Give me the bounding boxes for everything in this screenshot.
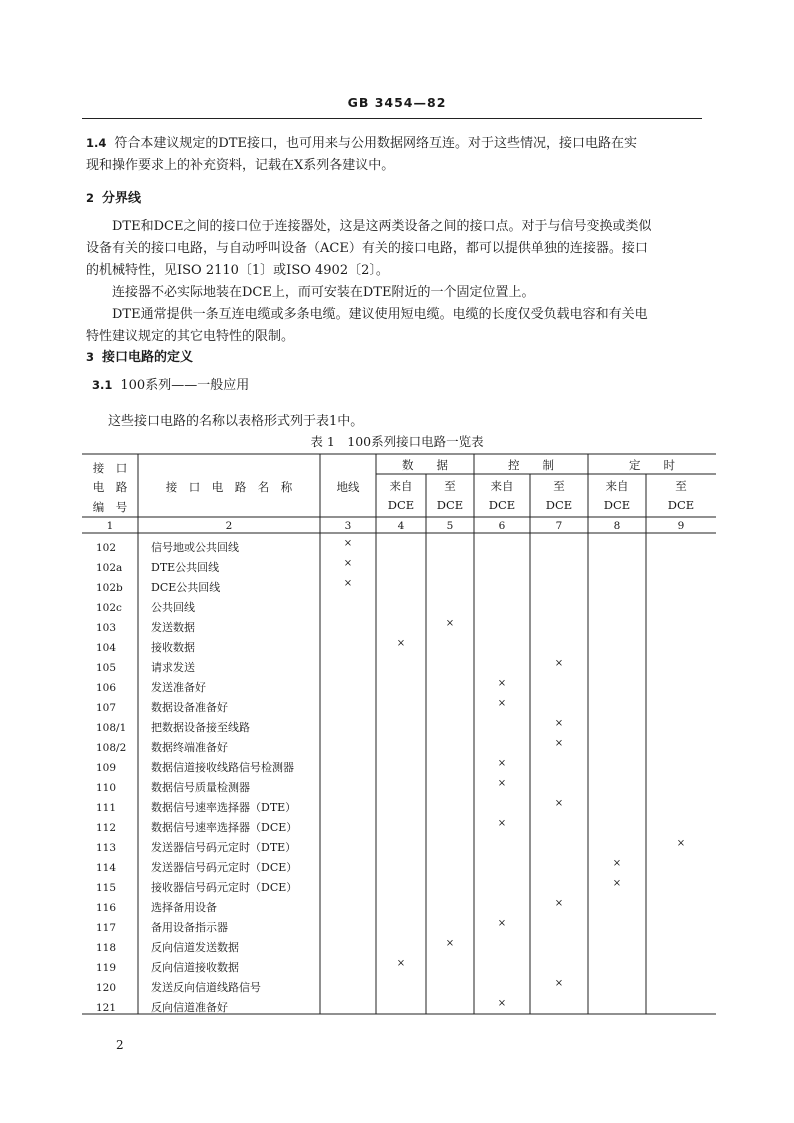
section-2-p3-line2: 特性建议规定的其它电特性的限制。	[86, 329, 295, 344]
column-number-row	[107, 520, 685, 532]
table-row	[96, 898, 563, 914]
check-mark: ×	[497, 818, 507, 829]
circuit-code: 102b	[96, 582, 123, 594]
col1-header-line1: 接 口	[92, 461, 128, 475]
page-number: 2	[116, 1038, 124, 1052]
circuit-code: 106	[96, 682, 117, 694]
table-row	[96, 838, 685, 854]
circuit-name: 请求发送	[151, 661, 195, 674]
check-mark: ×	[554, 978, 564, 989]
section-2-p1-line2: 设备有关的接口电路，与自动呼叫设备（ACE）有关的接口电路，都可以提供单独的连接器。接口	[86, 241, 648, 256]
table-row	[96, 958, 405, 974]
circuit-code: 118	[96, 942, 117, 954]
table-row	[96, 778, 506, 794]
column-number: 3	[344, 520, 352, 532]
circuit-code: 111	[96, 802, 117, 814]
table-caption: 表 1 100系列接口电路一览表	[310, 434, 484, 449]
check-mark: ×	[343, 538, 353, 549]
column-number: 2	[225, 520, 233, 532]
table-row	[96, 938, 454, 954]
section-3-1-number: 3.1	[92, 378, 113, 392]
table-row	[96, 998, 506, 1014]
table-intro: 这些接口电路的名称以表格形式列于表1中。	[108, 414, 364, 429]
column-number: 4	[397, 520, 405, 532]
circuit-code: 115	[96, 882, 117, 894]
circuit-name: 发送准备好	[151, 681, 206, 694]
circuit-name: 选择备用设备	[151, 901, 217, 914]
check-mark: ×	[445, 618, 455, 629]
col7-header-bottom: DCE	[545, 498, 573, 512]
check-mark: ×	[497, 778, 507, 789]
section-1-4-line2: 现和操作要求上的补充资料，记载在X系列各建议中。	[86, 158, 395, 173]
section-1-4-number: 1.4	[86, 136, 107, 150]
circuit-name: 发送反向信道线路信号	[151, 981, 261, 994]
circuit-name: 发送器信号码元定时（DTE）	[151, 841, 297, 854]
table-row	[96, 758, 506, 774]
table-row	[96, 678, 506, 694]
table-body	[96, 538, 685, 1014]
check-mark: ×	[497, 918, 507, 929]
group-control-header: 控 制	[508, 458, 554, 472]
check-mark: ×	[554, 738, 564, 749]
circuit-name: 接收数据	[151, 641, 195, 654]
circuit-name: 备用设备指示器	[151, 921, 228, 934]
circuit-code: 112	[96, 822, 117, 834]
col1-header-line3: 编 号	[92, 500, 128, 514]
check-mark: ×	[343, 558, 353, 569]
standard-header: GB 3454—82	[347, 95, 447, 110]
circuit-code: 117	[96, 922, 117, 934]
section-3-title: 接口电路的定义	[102, 350, 194, 365]
check-mark: ×	[676, 838, 686, 849]
check-mark: ×	[497, 698, 507, 709]
table-row	[96, 638, 405, 654]
col5-header-bottom: DCE	[436, 498, 464, 512]
circuit-name: 信号地或公共回线	[151, 541, 239, 554]
circuit-code: 113	[96, 842, 117, 854]
col6-header-bottom: DCE	[488, 498, 516, 512]
circuit-name: 把数据设备接至线路	[151, 721, 250, 734]
column-number: 5	[446, 520, 454, 532]
column-number: 6	[498, 520, 506, 532]
section-2-number: 2	[86, 191, 95, 205]
circuit-name: 反向信道准备好	[151, 1001, 228, 1014]
circuit-code: 102a	[96, 562, 123, 574]
table-row	[96, 978, 563, 994]
table-row	[96, 600, 195, 614]
check-mark: ×	[612, 858, 622, 869]
check-mark: ×	[497, 998, 507, 1009]
circuit-code: 108/1	[96, 722, 127, 734]
circuit-code: 104	[96, 642, 117, 654]
column-number: 1	[106, 520, 114, 532]
circuit-code: 105	[96, 662, 117, 674]
col8-header-top: 来自	[605, 479, 629, 493]
table-row	[96, 618, 454, 634]
check-mark: ×	[396, 958, 406, 969]
section-3-1-title: 100系列——一般应用	[120, 378, 250, 393]
section-3-number: 3	[86, 350, 95, 364]
circuit-code: 114	[96, 862, 117, 874]
circuit-name: DCE公共回线	[151, 581, 221, 594]
col8-header-bottom: DCE	[603, 498, 631, 512]
check-mark: ×	[497, 758, 507, 769]
circuit-code: 116	[96, 902, 117, 914]
group-timing-header: 定 时	[629, 458, 675, 472]
circuit-code: 109	[96, 762, 117, 774]
table-row	[96, 538, 352, 554]
section-1-4-text: 符合本建议规定的DTE接口，也可用来与公用数据网络互连。对于这些情况，接口电路在实	[114, 136, 637, 151]
check-mark: ×	[554, 718, 564, 729]
circuit-code: 120	[96, 982, 117, 994]
table-row	[96, 858, 621, 874]
table-row	[96, 818, 506, 834]
col4-header-bottom: DCE	[387, 498, 415, 512]
circuit-name: 发送数据	[151, 621, 195, 634]
table-row	[96, 558, 352, 574]
table-row	[96, 918, 506, 934]
table-row	[96, 578, 352, 594]
check-mark: ×	[554, 898, 564, 909]
circuit-code: 102	[96, 542, 117, 554]
table-row	[96, 798, 563, 814]
circuit-name: 反向信道接收数据	[151, 961, 239, 974]
column-number: 8	[613, 520, 621, 532]
check-mark: ×	[497, 678, 507, 689]
check-mark: ×	[612, 878, 622, 889]
circuit-name: 反向信道发送数据	[151, 941, 239, 954]
circuit-name: 数据信道接收线路信号检测器	[151, 761, 294, 774]
check-mark: ×	[554, 798, 564, 809]
section-2-p1-line1: DTE和DCE之间的接口位于连接器处，这是这两类设备之间的接口点。对于与信号变换或类似	[112, 219, 652, 234]
col4-header-top: 来自	[389, 479, 413, 493]
circuit-name: 数据信号质量检测器	[151, 781, 250, 794]
col6-header-top: 来自	[490, 479, 514, 493]
circuit-code: 107	[96, 702, 117, 714]
circuit-name: 数据信号速率选择器（DCE）	[151, 821, 298, 834]
table-row	[96, 718, 563, 734]
circuit-code: 121	[96, 1002, 117, 1014]
col9-header-top: 至	[675, 479, 687, 493]
col1-header-line2: 电 路	[92, 480, 128, 494]
circuit-name: 公共回线	[151, 601, 195, 614]
group-data-header: 数 据	[402, 458, 448, 472]
check-mark: ×	[396, 638, 406, 649]
circuit-name: 数据信号速率选择器（DTE）	[151, 801, 297, 814]
table-row	[96, 738, 563, 754]
col3-header: 地线	[336, 480, 360, 494]
col2-header: 接 口 电 路 名 称	[165, 480, 293, 494]
check-mark: ×	[343, 578, 353, 589]
table-row	[96, 698, 506, 714]
circuit-code: 108/2	[96, 742, 127, 754]
circuit-name: 数据终端准备好	[151, 741, 228, 754]
section-2-title: 分界线	[102, 191, 142, 206]
col7-header-top: 至	[553, 479, 565, 493]
check-mark: ×	[554, 658, 564, 669]
col9-header-bottom: DCE	[667, 498, 695, 512]
circuit-code: 102c	[96, 602, 122, 614]
column-number: 7	[555, 520, 563, 532]
col5-header-top: 至	[444, 479, 456, 493]
circuit-code: 103	[96, 622, 117, 634]
section-2-p3-line1: DTE通常提供一条互连电缆或多条电缆。建议使用短电缆。电缆的长度仅受负载电容和有关电	[112, 307, 648, 322]
table-row	[96, 658, 563, 674]
check-mark: ×	[445, 938, 455, 949]
column-number: 9	[677, 520, 685, 532]
circuit-name: 数据设备准备好	[151, 701, 228, 714]
circuit-code: 119	[96, 962, 117, 974]
circuit-name: 接收器信号码元定时（DCE）	[151, 881, 298, 894]
circuit-code: 110	[96, 782, 117, 794]
circuit-name: DTE公共回线	[151, 561, 220, 574]
circuit-name: 发送器信号码元定时（DCE）	[151, 861, 298, 874]
table-header	[93, 458, 694, 514]
section-2-p1-line3: 的机械特性，见ISO 2110〔1〕或ISO 4902〔2〕。	[86, 263, 389, 278]
table-row	[96, 878, 621, 894]
section-2-p2: 连接器不必实际地装在DCE上，而可安装在DTE附近的一个固定位置上。	[112, 285, 535, 300]
